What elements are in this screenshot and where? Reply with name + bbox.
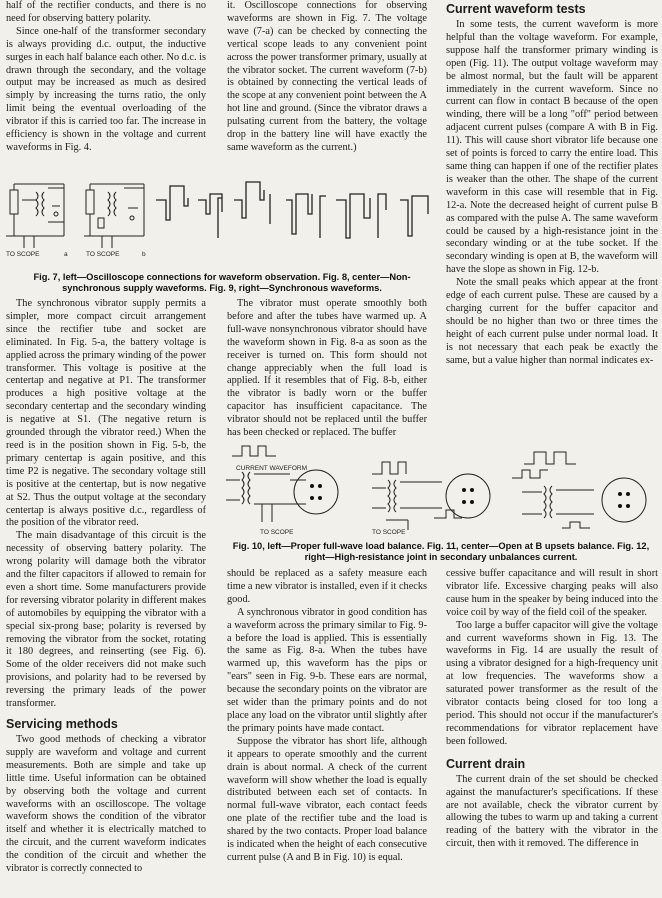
paragraph: Since one-half of the transformer secondary is always providing d.c. output, the inductive surges in each half balance each other. No d.c. is drawn through the secondary, and the voltage output may be increased as much as desired simply by increasing the turns ratio, the only limit being the eventual overloading of the vibrator if this is carried too far. The increase in efficiency is shown in the voltage and current waveforms in Fig. 4.	[6, 25, 206, 153]
paragraph: The current drain of the set should be checked against the manufacturer's specifications. If these are not available, check the vibrator current by allowing the tubes to warm up and taking a current reading of the battery with the vibrator in the circuit, then with it removed. The difference in	[446, 773, 658, 850]
circuit-fig10	[226, 446, 338, 522]
circuit-diagram-a	[6, 184, 64, 248]
column-1-top	[6, 0, 206, 176]
waveform-fig8	[156, 182, 270, 238]
paragraph: Suppose the vibrator has short life, although it appears to operate smoothly and the current drain is about normal. A check of the current waveform will show whether the load is equally distributed between each set of contacts. In normal full-wave vibrator, each contact feeds one plate of the rectifier tube and the load is shared by the two contacts. Proper load balance is indicated when the height of each consecutive current pulse (A and B in Fig. 10) is equal.	[227, 735, 427, 863]
column-3-bottom	[446, 568, 658, 898]
paragraph: it. Oscilloscope connections for observing waveforms are shown in Fig. 7. The voltage wave (7-a) can be checked by connecting the vertical scope leads to any convenient point across the power transformer primary, usually at the vibrator socket. The current waveform (7-b) is obtained by connecting the vertical leads of the scope at any convenient point between the A hot line and ground. (Since the vibrator draws a pulsating current from the battery, the voltage drop in the battery line will have exactly the same waveform as the current.)	[227, 0, 427, 153]
column-2-middle	[227, 298, 427, 440]
figure-caption-10: Fig. 10, left—Proper full-wave load balance. Fig. 11, center—Open at B upsets balance. Fig. 12, right—High-resistance joint in secondary unbalances current.	[232, 541, 650, 563]
column-3-top	[446, 0, 658, 438]
paragraph: The synchronous vibrator supply permits a simpler, more compact circuit arrangement since the rectifier tube and socket are eliminated. In Fig. 5-a, the battery voltage is applied across the primary winding of the power transformer. This voltage is positive at the centertap and negative at P1. The transformer produces a high positive voltage at the secondary centertap and the secondary winding is negative at S1. (The negative return is grounded through the vibrator reed.) When the reed is in the position shown in Fig. 5-b, the primary centertap is again positive, and this time P2 is negative. The secondary voltage still is positive at the centertap, but is now negative at S2. Thus the output voltage at the secondary centertap is always positive d.c., regardless of the position of the vibrator reed.	[6, 298, 206, 529]
figure-10-11-12	[222, 440, 658, 540]
paragraph: Too large a buffer capacitor will give the voltage and current waveforms shown in Fig. 13. The waveforms in Fig. 14 are usually the result of using a vibrator designed for a high-frequency unit at low frequencies. The waveforms show a saturated power transformer as the result of the vibrator contacts being closed for too long a period. This should not occur if the manufacturer's recommendations for vibrator replacement have been followed.	[446, 619, 658, 747]
scope-label-b: TO SCOPE	[86, 251, 120, 258]
paragraph: half of the rectifier conducts, and there is no need for observing battery polarity.	[6, 0, 206, 24]
current-waveform-label: CURRENT WAVEFORM	[236, 465, 308, 472]
paragraph: Note the small peaks which appear at the front edge of each current pulse. These are caused by a charging current for the buffer capacitor and should be no higher than two or three times the height of each current pulse under normal load. It is not necessary that each peak be exactly the same, but a value higher than normal indicates ex-	[446, 277, 658, 366]
paragraph: Two good methods of checking a vibrator supply are waveform and voltage and current measurements. Both are simple and take up little time. Useful information can be obtained by observing both the voltage and current waveforms with an oscilloscope. The voltage waveform shows the condition of the vibrator itself and whether it is electrically matched to the circuit, and the current waveform indicates the condition of the circuit and whether the vibrator is correctly connected to	[6, 734, 206, 875]
circuit-diagram-b	[84, 184, 144, 248]
paragraph: The vibrator must operate smoothly both before and after the tubes have warmed up. A full-wave nonsynchronous vibrator should have the waveform shown in Fig. 8-a as soon as the receiver is turned on. This form should not change appreciably when the full load is applied. If it resembles that of Fig. 8-b, either the vibrator is badly worn or the buffer capacitor has insufficient capacitance. The vibrator should not be replaced until the buffer has been checked or replaced. The buffer	[227, 298, 427, 439]
scope-label-fig11: TO SCOPE	[372, 529, 406, 536]
section-heading: Current drain	[446, 756, 526, 771]
circuit-fig12	[512, 452, 646, 528]
waveform-fig9	[286, 194, 428, 238]
scope-label-a: TO SCOPE	[6, 251, 40, 258]
column-2-bottom	[227, 568, 427, 898]
column-1-middle	[6, 298, 206, 898]
section-heading: Current waveform tests	[446, 2, 586, 16]
label-a: a	[64, 251, 68, 258]
circuit-fig11	[372, 462, 490, 530]
column-2-top	[227, 0, 427, 176]
paragraph: The main disadvantage of this circuit is the necessity of observing battery polarity. The wrong polarity will damage both the vibrator and the filter capacitors if allowed to remain for even a short time. Some manufacturers provide for reversing vibrator polarity in different makes of automobiles by equipping the vibrator with a special six-prong base; polarity is reversed by removing the vibrator from the socket, rotating it 180 degrees, and reinserting (see Fig. 6). Some of the older receivers did not make such provisions, and polarity had to be reversed by reversing the primary leads of the power transformer.	[6, 530, 206, 710]
section-heading: Servicing methods	[6, 717, 118, 731]
label-b: b	[142, 251, 146, 258]
paragraph: In some tests, the current waveform is more helpful than the voltage waveform. For example, suppose half the transformer primary winding is open (Fig. 11). The output voltage waveform may be almost normal, but the fault will be apparent immediately in the current waveform. Since no current can flow in contact B because of the open winding, there will be a long "off" period between adjacent current pulses (compare A with B in Fig. 11). This will cause short vibrator life because one set of points is forced to carry the entire load. This same thing can happen if one of the rectifier plates is weaker than the other. The shape of the current waveform in this case will resemble that in Fig. 12-a. Note the decreased height of current pulse B as compared with the pulse A. The same waveform could be caused by a high-resistance joint in the secondary winding or at the tube socket. If the secondary winding is open at B, the waveform will have the slope as shown in Fig. 12-b.	[446, 19, 658, 276]
paragraph: should be replaced as a safety measure each time a new vibrator is installed, even if it checks good.	[227, 568, 427, 605]
figure-caption-7: Fig. 7, left—Oscilloscope connections for waveform observation. Fig. 8, center—Non-synchronous supply waveforms. Fig. 9, right—Synchronous waveforms.	[33, 272, 411, 294]
paragraph: A synchronous vibrator in good condition has a waveform across the primary similar to Fig. 9-a before the load is applied. This is essentially the same as Fig. 8-a. When the tubes have warmed up, this waveform has the pips or "ears" seen in Fig. 9-b. These ears are normal, because the secondary points on the vibrator are set wider than the primary points and do not place any load on the vibrator until slightly after the primary points have made contact.	[227, 606, 427, 734]
scope-label-fig10: TO SCOPE	[260, 529, 294, 536]
paragraph: cessive buffer capacitance and will result in short vibrator life. Excessive charging peaks will also cause hum in the speaker by being induced into the voice coil by way of the field coil of the speaker.	[446, 568, 658, 618]
figure-7-8-9	[4, 178, 438, 270]
